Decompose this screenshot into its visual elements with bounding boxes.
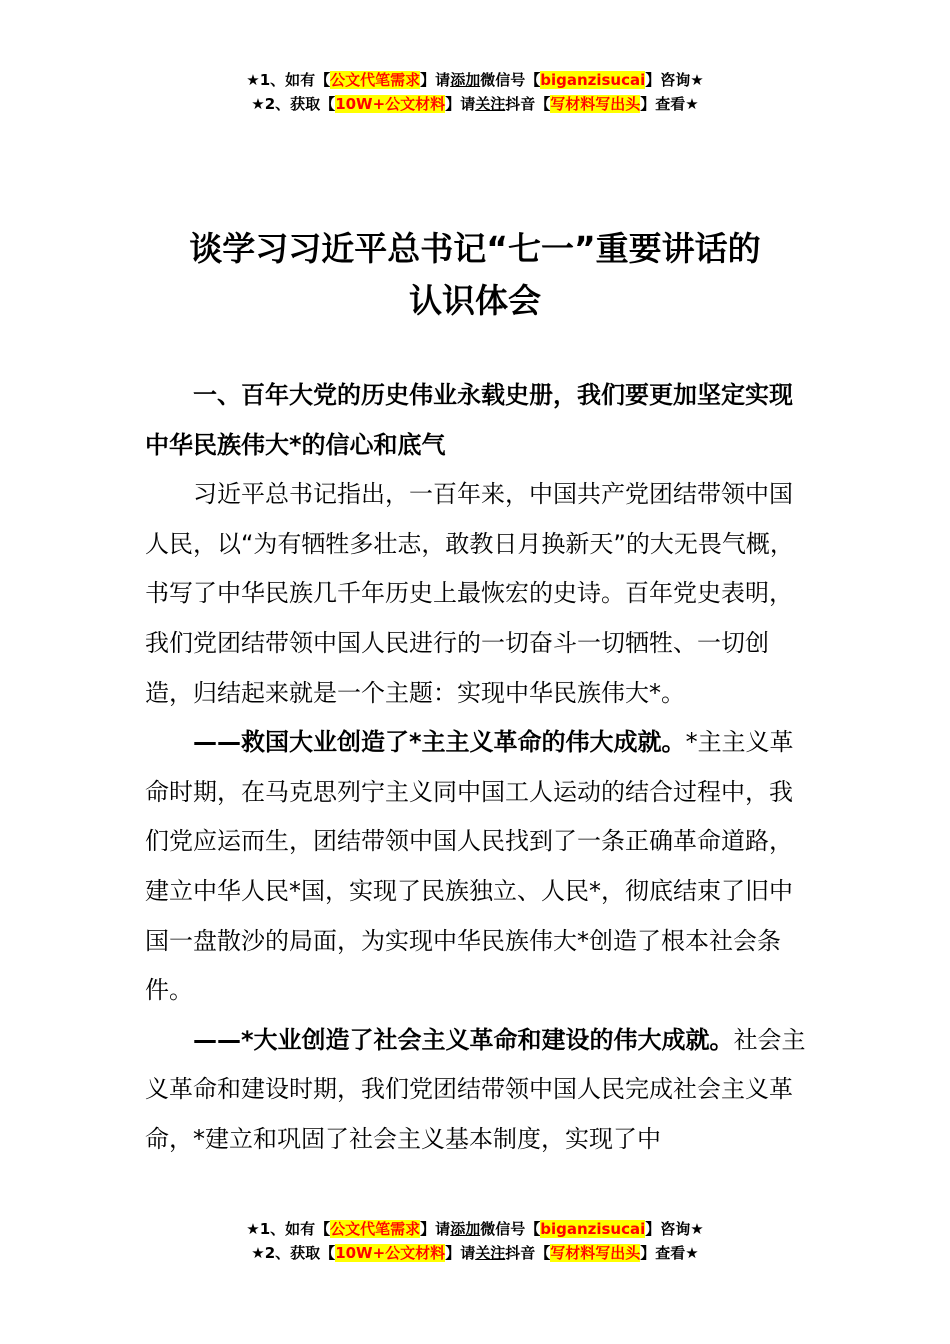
promo-text: 抖音【 [505,95,551,113]
promo-line-2 [0,1241,950,1265]
promo-highlight: 写材料写出头 [550,1244,641,1262]
promo-text: ★2、获取【 [251,95,336,113]
promo-text: 】请 [445,95,476,113]
promo-underline-text: 添加 [450,71,481,89]
document-body [145,371,810,1165]
promo-highlight: 10W+公文材料 [335,1244,446,1262]
promo-underline-text: 关注 [475,95,506,113]
promo-text: 】查看★ [640,95,699,113]
promo-highlight: 公文代笔需求 [330,1220,421,1238]
promo-highlight: biganzisucai [540,71,646,89]
promo-text: 微信号【 [480,71,541,89]
promo-text: ★1、如有【 [246,1220,331,1238]
promo-text: 抖音【 [505,1244,551,1262]
promo-text: 】请 [420,1220,451,1238]
promo-line-1 [0,68,950,92]
paragraph-text: *主主义革命时期，在马克思列宁主义同中国工人运动的结合过程中，我们党应运而生，团结带领中国人民找到了一条正确革命道路，建立中华人民*国，实现了民族独立、人民*，彻底结束了旧中国一盘散沙的局面，为实现中华民族伟大*创造了根本社会条件。 [145,728,794,1005]
paragraph-lead-bold: ——*大业创造了社会主义革命和建设的伟大成就。 [193,1025,734,1054]
promo-text: 】请 [445,1244,476,1262]
promo-highlight: 写材料写出头 [550,95,641,113]
body-paragraph: 习近平总书记指出，一百年来，中国共产党团结带领中国人民，以“为有牺牲多壮志，敢教日月换新天”的大无畏气概，书写了中华民族几千年历史上最恢宏的史诗。百年党史表明，我们党团结带领中国人民进行的一切奋斗一切牺牲、一切创造，归结起来就是一个主题：实现中华民族伟大*。 [145,480,794,707]
title-line-2: 认识体会 [409,281,541,320]
promo-underline-text: 添加 [450,1220,481,1238]
section-heading: 一、百年大党的历史伟业永载史册，我们要更加坚定实现中华民族伟大*的信心和底气 [145,381,793,459]
promo-text: ★2、获取【 [251,1244,336,1262]
promo-text: ★1、如有【 [246,71,331,89]
promo-text: 】请 [420,71,451,89]
document-title [0,223,950,327]
promo-text: 】查看★ [640,1244,699,1262]
promo-highlight: biganzisucai [540,1220,646,1238]
title-line-1: 谈学习习近平总书记“七一”重要讲话的 [189,229,761,268]
body-paragraph [145,718,810,1016]
promo-text: 】咨询★ [645,1220,704,1238]
promo-line-1 [0,1217,950,1241]
promo-text: 】咨询★ [645,71,704,89]
body-paragraph [145,1016,810,1165]
promo-highlight: 10W+公文材料 [335,95,446,113]
promo-highlight: 公文代笔需求 [330,71,421,89]
paragraph-lead-bold: ——救国大业创造了*主主义革命的伟大成就。 [193,728,686,757]
paragraph-text: 社会主义革命和建设时期，我们党团结带领中国人民完成社会主义革命，*建立和巩固了社会主义基本制度，实现了中 [145,1025,806,1153]
promo-line-2 [0,92,950,116]
promo-banner-top [0,68,950,116]
promo-text: 微信号【 [480,1220,541,1238]
promo-underline-text: 关注 [475,1244,506,1262]
promo-banner-bottom [0,1217,950,1265]
